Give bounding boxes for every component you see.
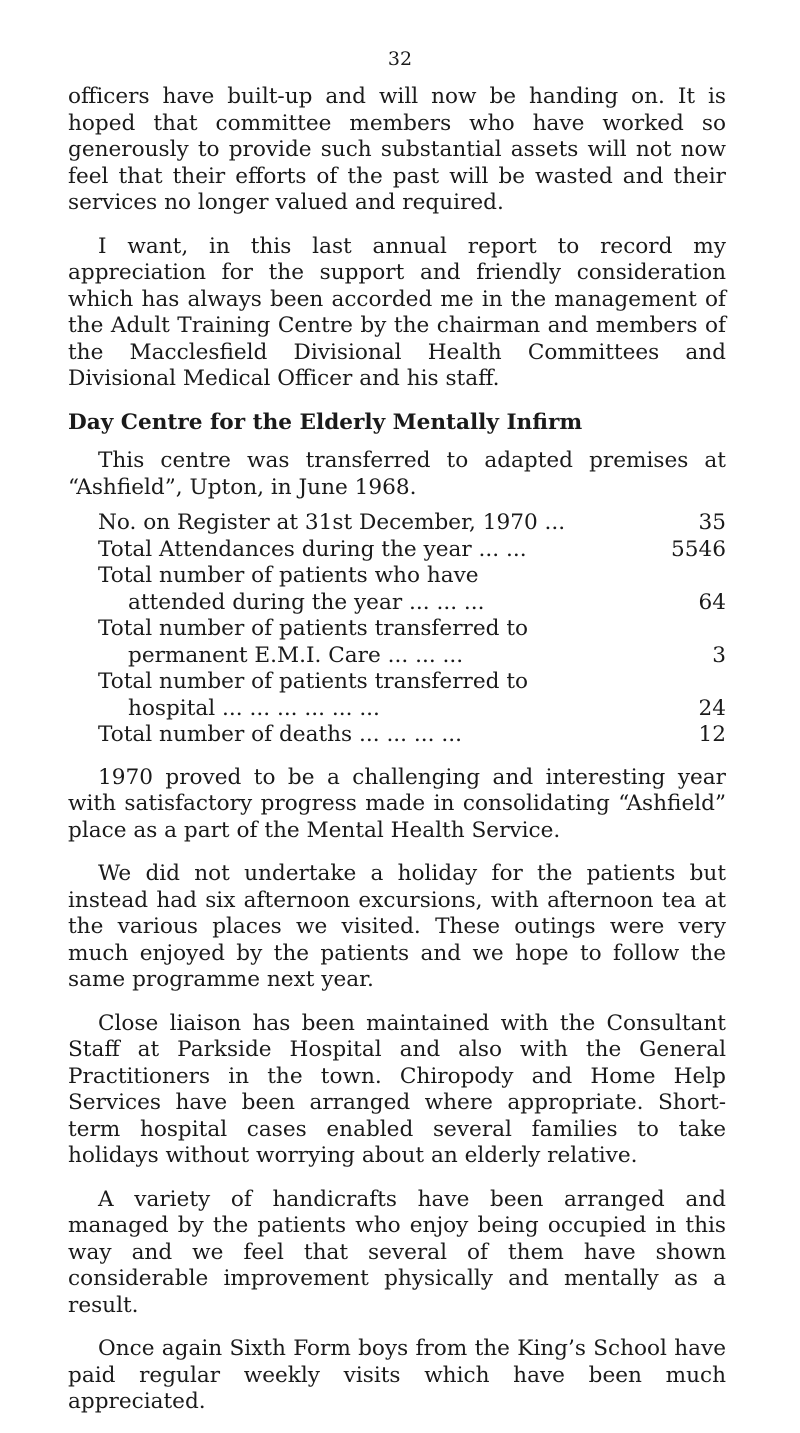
paragraph: A variety of handicrafts have been arranged and managed by the patients who enjoy being occupied in this way and we feel that several of them have shown considerable improvement physically and mentally as a result. xyxy=(68,1186,726,1318)
statistics-list xyxy=(98,510,726,749)
stat-label: Total number of patients transferred to hospital ... ... ... ... ... ... xyxy=(98,669,528,721)
paragraph: Once again Sixth Form boys from the King’s School have paid regular weekly visits which have been much appreciated. xyxy=(68,1336,726,1414)
stat-value: 5546 xyxy=(671,536,726,562)
stat-value: 3 xyxy=(712,642,726,668)
stat-row xyxy=(98,563,726,616)
page-number: 32 xyxy=(387,48,413,70)
stat-label: Total number of deaths ... ... ... ... xyxy=(98,722,462,747)
stat-label: Total number of patients transferred to permanent E.M.I. Care ... ... ... xyxy=(98,616,528,668)
stat-row xyxy=(98,669,726,722)
stat-label: Total Attendances during the year ... ... xyxy=(98,536,527,562)
paragraph: Close liaison has been maintained with the Consultant Staff at Parkside Hospital and also with the General Practitioners in the town. Chiropody and Home Help Services have been arranged where appropriate. Short-term hospital cases enabled several families to take holidays without worrying about an elderly relative. xyxy=(68,1010,726,1168)
stat-row xyxy=(98,537,726,564)
paragraph: 1970 proved to be a challenging and interesting year with satisfactory progress made in consolidating “Ashfield” place as a part of the Mental Health Service. xyxy=(68,764,726,843)
paragraph: We did not undertake a holiday for the patients but instead had six afternoon excursions, with afternoon tea at the various places we visited. These outings were very much enjoyed by the patients and we hope to follow the same programme next year. xyxy=(68,861,726,992)
stat-row xyxy=(98,722,726,749)
stat-row xyxy=(98,510,726,537)
stat-value: 64 xyxy=(698,589,726,615)
paragraph: I want, in this last annual report to record my appreciation for the support and friendly consideration which has always been accorded me in the management of the Adult Training Centre by the chairman and members of the Macclesfield Divisional Health Committees and Divisional Medical Officer and his staff. xyxy=(68,233,726,391)
stat-value: 35 xyxy=(698,510,726,535)
section-heading: Day Centre for the Elderly Mentally Infirm xyxy=(68,409,583,435)
stat-row xyxy=(98,616,726,669)
section-intro: This centre was transferred to adapted premises at “Ashfield”, Upton, in June 1968. xyxy=(68,448,726,500)
paragraph: officers have built-up and will now be handing on. It is hoped that committee members who have worked so generously to provide such substantial assets will not now feel that their efforts of the past will be wasted and their services no longer valued and required. xyxy=(68,84,726,215)
stat-label: No. on Register at 31st December, 1970 ... xyxy=(98,510,566,535)
stat-value: 24 xyxy=(698,695,726,721)
stat-value: 12 xyxy=(698,722,726,747)
page-content xyxy=(68,84,726,1433)
stat-label: Total number of patients who have attended during the year ... ... ... xyxy=(98,563,485,615)
